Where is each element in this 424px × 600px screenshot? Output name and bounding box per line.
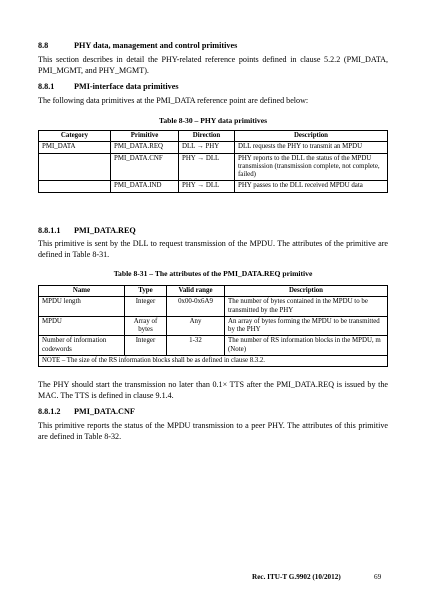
table-row bbox=[39, 336, 388, 356]
table-cell bbox=[39, 153, 111, 181]
table-cell: Integer bbox=[125, 297, 167, 317]
req-paragraph: This primitive is sent by the DLL to request transmission of the MPDU. The attributes of the primitive are defined in Table 8-31. bbox=[38, 239, 388, 259]
page-number: 69 bbox=[374, 573, 382, 581]
table-cell: PHY → DLL bbox=[179, 181, 235, 192]
table-cell: PMI_DATA bbox=[39, 142, 111, 153]
table-row bbox=[39, 153, 388, 181]
table-cell: Integer bbox=[125, 336, 167, 356]
table-note: NOTE – The size of the RS information blocks shall be as defined in clause 8.3.2. bbox=[39, 356, 388, 367]
table-row bbox=[39, 297, 388, 317]
table-cell: MPDU length bbox=[39, 297, 125, 317]
table-cell: PHY reports to the DLL the status of the MPDU transmission (transmission complete, not complete, failed) bbox=[235, 153, 388, 181]
table-cell: PHY passes to the DLL received MPDU data bbox=[235, 181, 388, 192]
table-cell: DLL requests the PHY to transmit an MPDU bbox=[235, 142, 388, 153]
table-header-row bbox=[39, 286, 388, 297]
after-table-paragraph: The PHY should start the transmission no later than 0.1× TTS after the PMI_DATA.REQ is issued by the MAC. The TTS is defined in clause 9.1.4. bbox=[38, 380, 388, 400]
table-row bbox=[39, 181, 388, 192]
column-header: Description bbox=[225, 286, 388, 297]
table-header-row bbox=[39, 131, 388, 142]
table-cell: Array of bytes bbox=[125, 316, 167, 336]
table-cell: Any bbox=[167, 316, 225, 336]
column-header: Category bbox=[39, 131, 111, 142]
table-cell: PMI_DATA.CNF bbox=[111, 153, 179, 181]
table-cell bbox=[39, 181, 111, 192]
column-header: Valid range bbox=[167, 286, 225, 297]
table-cell: An array of bytes forming the MPDU to be transmitted by the PHY bbox=[225, 316, 388, 336]
table-cell: Number of information codewords bbox=[39, 336, 125, 356]
intro-paragraph: This section describes in detail the PHY-related reference points defined in clause 5.2.2 (PMI_DATA, PMI_MGMT, and PHY_MGMT). bbox=[38, 55, 388, 75]
table-cell: 1-32 bbox=[167, 336, 225, 356]
section-heading-8-8-1-1: 8.8.1.1 PMI_DATA.REQ bbox=[38, 226, 136, 235]
section-heading-8-8: 8.8 PHY data, management and control primitives bbox=[38, 41, 238, 50]
table-cell: 0x00-0x6A9 bbox=[167, 297, 225, 317]
table-cell: PMI_DATA.IND bbox=[111, 181, 179, 192]
column-header: Name bbox=[39, 286, 125, 297]
table-8-31 bbox=[38, 285, 388, 367]
table-8-30 bbox=[38, 130, 388, 193]
footer-recommendation: Rec. ITU-T G.9902 (10/2012) bbox=[252, 573, 341, 581]
table-cell: MPDU bbox=[39, 316, 125, 336]
pmi-paragraph: The following data primitives at the PMI_DATA reference point are defined below: bbox=[38, 96, 309, 105]
column-header: Description bbox=[235, 131, 388, 142]
table-8-30-caption: Table 8-30 – PHY data primitives bbox=[158, 116, 268, 125]
table-note-row bbox=[39, 356, 388, 367]
table-row bbox=[39, 316, 388, 336]
table-8-31-caption: Table 8-31 – The attributes of the PMI_DATA.REQ primitive bbox=[113, 269, 313, 278]
table-cell: The number of bytes contained in the MPDU to be transmitted by the PHY bbox=[225, 297, 388, 317]
table-cell: DLL → PHY bbox=[179, 142, 235, 153]
column-header: Primitive bbox=[111, 131, 179, 142]
table-cell: PHY → DLL bbox=[179, 153, 235, 181]
column-header: Type bbox=[125, 286, 167, 297]
section-heading-8-8-1: 8.8.1 PMI-interface data primitives bbox=[38, 82, 179, 91]
column-header: Direction bbox=[179, 131, 235, 142]
table-cell: The number of RS information blocks in the MPDU, m (Note) bbox=[225, 336, 388, 356]
cnf-paragraph: This primitive reports the status of the MPDU transmission to a peer PHY. The attributes of this primitive are defined in Table 8-32. bbox=[38, 421, 388, 441]
table-row bbox=[39, 142, 388, 153]
table-cell: PMI_DATA.REQ bbox=[111, 142, 179, 153]
section-heading-8-8-1-2: 8.8.1.2 PMI_DATA.CNF bbox=[38, 407, 135, 416]
